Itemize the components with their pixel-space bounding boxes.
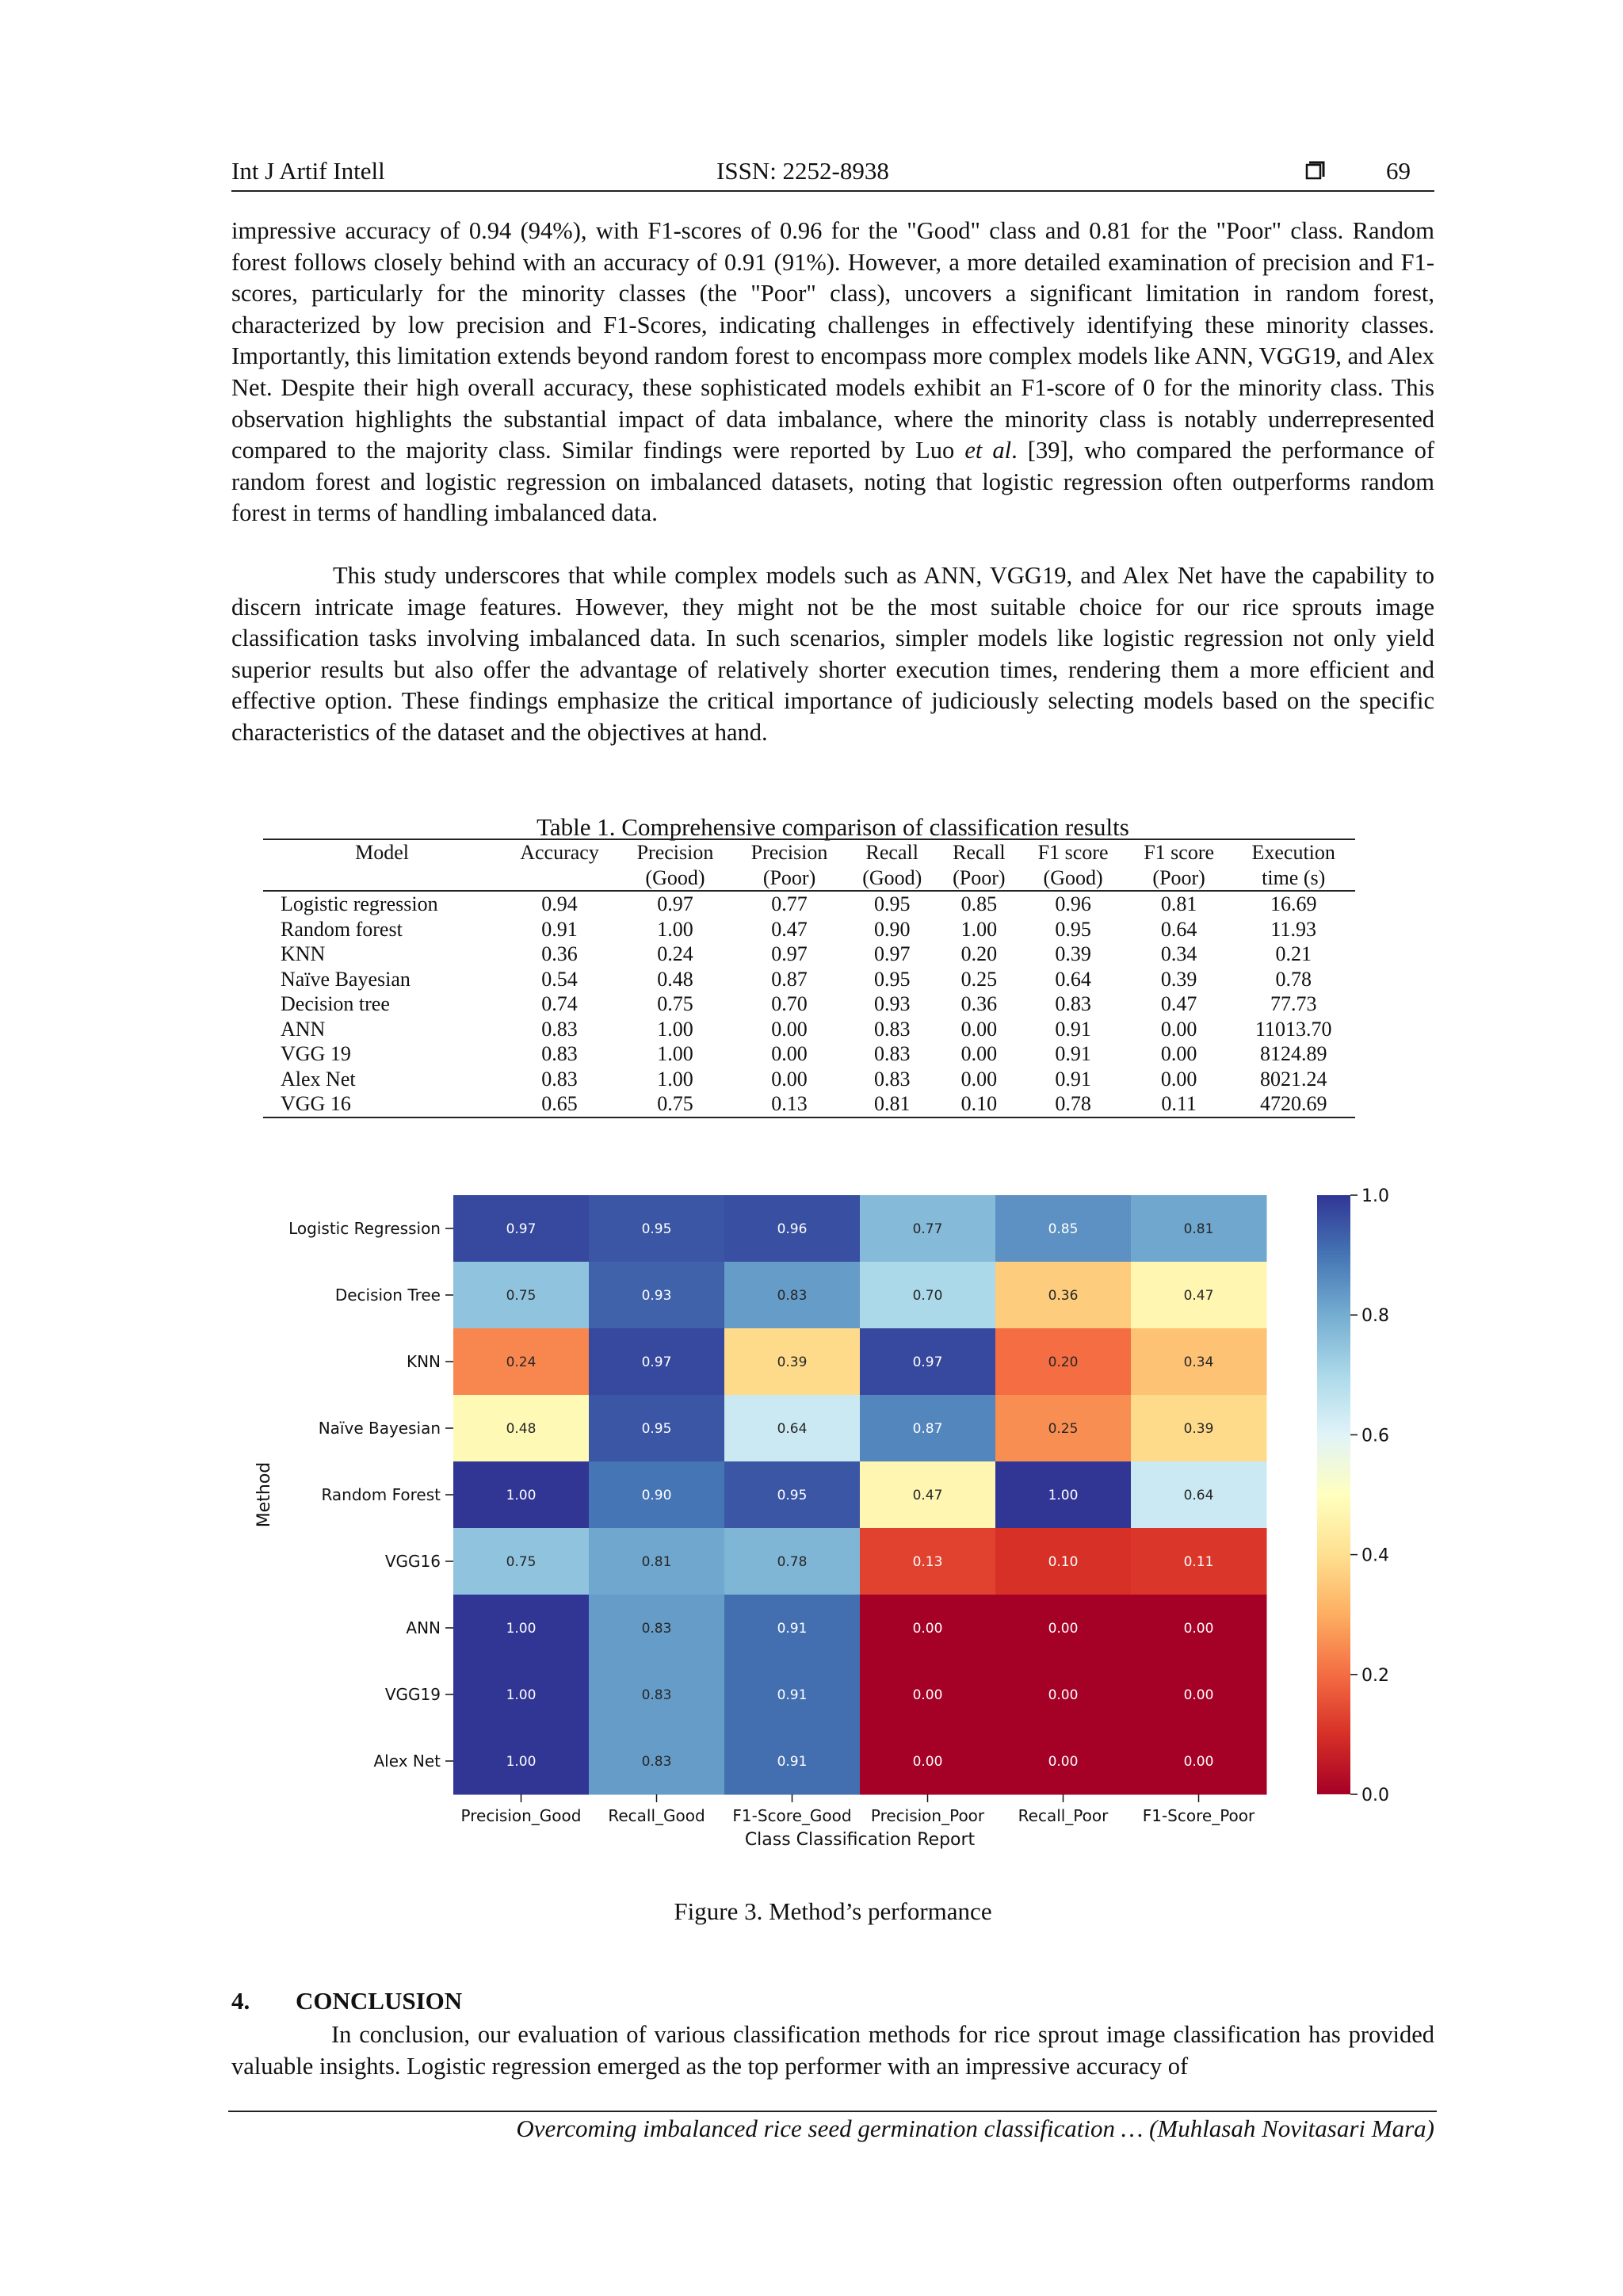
heatmap-row-label: KNN (406, 1352, 441, 1371)
paragraph-2: This study underscores that while complex models such as ANN, VGG19, and Alex Net have the capability to discern intricate image features. However, they might not be the most suitable choice for our rice sprouts image classification tasks involving imbalanced data. In such scenarios, simpler models like logistic regression not only yield superior results but also offer the advantage of relatively shorter execution times, rendering them a more efficient and effective option. These findings emphasize the critical importance of judiciously selecting models based on the specific characteristics of the dataset and the objectives at hand. (231, 562, 1434, 746)
header-line-1: Execution (1251, 841, 1335, 864)
colorbar (1317, 1195, 1350, 1794)
heatmap-value-label: 0.48 (506, 1421, 537, 1437)
heatmap-value-label: 1.00 (1048, 1488, 1079, 1503)
heatmap-col-label: F1-Score_Poor (1142, 1806, 1255, 1825)
model-name-cell: Alex Net (281, 1067, 356, 1091)
conclusion-text: In conclusion, our evaluation of various classification methods for rice sprout image classification has provided valuable insights. Logistic regression emerged as the top performer with an impressive accuracy of (231, 2021, 1434, 2080)
heatmap-value-label: 0.64 (1183, 1488, 1214, 1503)
value-cell: 0.96 (1055, 892, 1091, 915)
heatmap-value-label: 0.77 (912, 1221, 943, 1237)
table-header-cell (1020, 839, 1126, 891)
value-cell: 0.00 (960, 1042, 998, 1065)
heatmap-value-label: 0.93 (641, 1288, 672, 1304)
table-header-cell (263, 839, 501, 891)
table-row (263, 942, 1355, 967)
heatmap-row-label: Random Forest (321, 1485, 441, 1504)
heatmap-row-label: Logistic Regression (288, 1219, 441, 1238)
value-cell: 0.78 (1055, 1092, 1091, 1115)
heatmap-value-label: 0.95 (641, 1221, 672, 1237)
value-cell: 0.10 (960, 1092, 998, 1115)
value-cell: 0.95 (873, 892, 911, 915)
value-cell: 0.83 (541, 1017, 578, 1041)
section-heading (231, 1987, 462, 2015)
heatmap-value-label: 1.00 (506, 1754, 537, 1770)
heatmap-value-label: 0.70 (912, 1288, 943, 1304)
heatmap-value-label: 1.00 (506, 1621, 537, 1637)
figure-caption: Figure 3. Method’s performance (674, 1897, 992, 1925)
value-cell: 0.65 (541, 1092, 578, 1115)
value-cell: 1.00 (657, 1017, 693, 1041)
value-cell: 0.91 (541, 917, 578, 941)
heatmap-value-label: 0.95 (641, 1421, 672, 1437)
value-cell: 0.00 (1160, 1067, 1197, 1091)
heatmap-value-label: 0.95 (777, 1488, 808, 1503)
value-cell: 1.00 (657, 1042, 693, 1065)
value-cell: 0.94 (541, 892, 578, 915)
header-line-2: (Poor) (762, 865, 816, 889)
value-cell: 0.90 (873, 917, 911, 941)
heatmap-value-label: 0.83 (641, 1687, 672, 1703)
table-row (263, 991, 1355, 1017)
heatmap-ylabel: Method (254, 1461, 274, 1528)
results-table (263, 839, 1355, 1118)
table-header-cell (846, 839, 938, 891)
table-row (263, 1017, 1355, 1042)
value-cell: 0.81 (1160, 892, 1197, 915)
value-cell: 0.81 (873, 1092, 911, 1115)
heatmap-value-label: 0.00 (912, 1621, 943, 1637)
heatmap-col-label: Precision_Poor (870, 1806, 985, 1825)
table-row (263, 917, 1355, 942)
value-cell: 0.54 (541, 967, 578, 991)
header-line-1: Precision (636, 841, 714, 864)
heatmap-row-label: Decision Tree (334, 1286, 441, 1305)
value-cell: 0.74 (541, 992, 578, 1015)
heatmap-value-label: 0.81 (641, 1554, 672, 1570)
value-cell: 0.48 (657, 967, 693, 991)
colorbar-tick-label: 0.8 (1361, 1306, 1389, 1327)
heatmap-value-label: 0.78 (777, 1554, 808, 1570)
table-caption: Table 1. Comprehensive comparison of classification results (537, 813, 1129, 841)
heatmap-value-label: 0.83 (777, 1288, 808, 1304)
value-cell: 0.97 (873, 942, 911, 965)
heatmap-value-label: 0.83 (641, 1754, 672, 1770)
value-cell: 0.39 (1055, 942, 1091, 965)
heatmap-value-label: 0.00 (1048, 1621, 1079, 1637)
value-cell: 0.21 (1275, 942, 1312, 965)
colorbar-tick-label: 0.0 (1361, 1786, 1389, 1805)
value-cell: 1.00 (657, 1067, 693, 1091)
heatmap-value-label: 0.47 (912, 1488, 943, 1503)
value-cell: 0.97 (657, 892, 693, 915)
table-header-cell (1126, 839, 1232, 891)
value-cell: 0.83 (1055, 992, 1091, 1015)
header-line-2: (Good) (1043, 865, 1103, 889)
heatmap-col-label: Precision_Good (460, 1806, 582, 1825)
model-name-cell: VGG 19 (281, 1042, 351, 1065)
model-name-cell: Decision tree (281, 992, 390, 1015)
heatmap-value-label: 0.91 (777, 1687, 808, 1703)
heatmap-value-label: 1.00 (506, 1488, 537, 1503)
heatmap-value-label: 0.97 (641, 1354, 672, 1370)
heatmap-row-label: VGG19 (384, 1685, 441, 1704)
section-title: CONCLUSION (296, 1987, 463, 2015)
results-table-wrap (263, 839, 1355, 1118)
heatmap-value-label: 0.39 (777, 1354, 808, 1370)
value-cell: 1.00 (657, 917, 693, 941)
value-cell: 0.47 (1160, 992, 1197, 1015)
value-cell: 0.75 (657, 1092, 693, 1115)
issn: ISSN: 2252-8938 (716, 157, 889, 185)
table-row (263, 1041, 1355, 1067)
heatmap-col-label: Recall_Good (608, 1806, 705, 1825)
value-cell: 0.97 (771, 942, 808, 965)
colorbar-tick-label: 0.2 (1361, 1665, 1389, 1686)
value-cell: 0.83 (873, 1067, 911, 1091)
heatmap-value-label: 0.00 (1183, 1687, 1214, 1703)
heatmap-value-label: 0.20 (1048, 1354, 1079, 1370)
header-line-2: (Good) (645, 865, 705, 889)
model-name-cell: Random forest (281, 917, 403, 941)
header-line-2: time (s) (1262, 865, 1326, 889)
value-cell: 0.13 (771, 1092, 808, 1115)
value-cell: 0.11 (1161, 1092, 1197, 1115)
heatmap-value-label: 1.00 (506, 1687, 537, 1703)
header-line-2: (Poor) (953, 865, 1006, 889)
running-header (231, 155, 1434, 192)
heatmap-value-label: 0.13 (912, 1554, 943, 1570)
value-cell: 0.47 (771, 917, 808, 941)
header-line-1: Recall (953, 841, 1006, 864)
heatmap-value-label: 0.83 (641, 1621, 672, 1637)
colorbar-tick-label: 0.6 (1361, 1426, 1389, 1446)
value-cell: 4720.69 (1259, 1092, 1327, 1115)
table-row (263, 891, 1355, 917)
model-name-cell: KNN (281, 942, 326, 965)
heatmap-value-label: 0.00 (1048, 1754, 1079, 1770)
header-line-2: (Poor) (1152, 865, 1205, 889)
value-cell: 0.00 (960, 1017, 998, 1041)
heatmap-value-label: 0.97 (912, 1354, 943, 1370)
heatmap-row-label: Naïve Bayesian (318, 1419, 441, 1438)
heatmap-value-label: 0.25 (1048, 1421, 1079, 1437)
header-line-1: Recall (865, 841, 918, 864)
value-cell: 0.36 (960, 992, 998, 1015)
value-cell: 0.95 (873, 967, 911, 991)
value-cell: 0.83 (873, 1017, 911, 1041)
box-icon (1305, 159, 1326, 187)
heatmap-value-label: 0.87 (912, 1421, 943, 1437)
value-cell: 0.91 (1055, 1067, 1091, 1091)
value-cell: 0.00 (771, 1017, 808, 1041)
heatmap-value-label: 0.00 (1183, 1621, 1214, 1637)
value-cell: 0.00 (771, 1042, 808, 1065)
header-line-1: Accuracy (520, 841, 599, 864)
value-cell: 0.91 (1055, 1042, 1091, 1065)
value-cell: 0.64 (1055, 967, 1091, 991)
heatmap-value-label: 0.36 (1048, 1288, 1079, 1304)
value-cell: 0.25 (960, 967, 998, 991)
section-number: 4. (231, 1987, 250, 2015)
header-line-1: Precision (750, 841, 828, 864)
value-cell: 8124.89 (1259, 1042, 1327, 1065)
heatmap-value-label: 0.90 (641, 1488, 672, 1503)
heatmap-value-label: 0.47 (1183, 1288, 1214, 1304)
heatmap-row-label: VGG16 (384, 1552, 441, 1571)
value-cell: 0.64 (1160, 917, 1197, 941)
value-cell: 0.83 (541, 1067, 578, 1091)
page-number: 69 (1386, 157, 1411, 185)
colorbar-tick-label: 0.4 (1361, 1545, 1389, 1566)
heatmap-value-label: 0.85 (1048, 1221, 1079, 1237)
heatmap-value-label: 0.34 (1183, 1354, 1214, 1370)
heatmap-row-label: Alex Net (373, 1752, 441, 1771)
value-cell: 0.87 (771, 967, 808, 991)
value-cell: 1.00 (960, 917, 998, 941)
heatmap-value-label: 0.24 (506, 1354, 537, 1370)
paragraph-1: impressive accuracy of 0.94 (94%), with F1-scores of 0.96 for the "Good" class and 0.81 for the "Poor" class. Random forest follows closely behind with an accuracy of 0.91 (91%). However, a more detailed examination of precision and F1-scores, particularly for the minority classes (the "Poor" class), uncovers a significant limitation in random forest, characterized by low precision and F1-Scores, indicating challenges in effectively identifying these minority classes. Importantly, this limitation extends beyond random forest to encompass more complex models like ANN, VGG19, and Alex Net. Despite their high overall accuracy, these sophisticated models exhibit an F1-score of 0 for the minority class. This observation highlights the substantial impact of data imbalance, where the minority class is notably underrepresented compared to the majority class. Similar findings were reported by Luo et al. [39], who compared the performance of random forest and logistic regression on imbalanced datasets, noting that logistic regression often outperforms random forest in terms of handling imbalanced data. (231, 217, 1435, 527)
value-cell: 16.69 (1270, 892, 1317, 915)
value-cell: 77.73 (1270, 992, 1317, 1015)
value-cell: 0.36 (541, 942, 578, 965)
table-row (263, 1091, 1355, 1117)
header-line-1: F1 score (1037, 841, 1109, 864)
heatmap-value-label: 0.11 (1183, 1554, 1214, 1570)
model-name-cell: Naïve Bayesian (281, 967, 411, 991)
table-header-cell (1232, 839, 1355, 891)
value-cell: 0.00 (771, 1067, 808, 1091)
heatmap-value-label: 0.91 (777, 1621, 808, 1637)
value-cell: 0.24 (657, 942, 693, 965)
journal-name: Int J Artif Intell (231, 157, 385, 185)
table-header-cell (618, 839, 732, 891)
header-line-1: Model (355, 841, 409, 864)
value-cell: 0.34 (1160, 942, 1197, 965)
table-header-cell (938, 839, 1020, 891)
heatmap-value-label: 0.75 (506, 1288, 537, 1304)
heatmap-col-label: Recall_Poor (1018, 1806, 1109, 1825)
value-cell: 0.95 (1055, 917, 1091, 941)
value-cell: 0.78 (1275, 967, 1312, 991)
model-name-cell: Logistic regression (281, 892, 438, 915)
value-cell: 0.00 (960, 1067, 998, 1091)
heatmap-value-label: 0.00 (1183, 1754, 1214, 1770)
table-header-row (263, 839, 1355, 891)
heatmap-value-label: 0.39 (1183, 1421, 1214, 1437)
value-cell: 0.20 (960, 942, 998, 965)
heatmap-value-label: 0.64 (777, 1421, 808, 1437)
table-row (263, 967, 1355, 992)
header-line-1: F1 score (1144, 841, 1215, 864)
heatmap-value-label: 0.91 (777, 1754, 808, 1770)
value-cell: 0.39 (1160, 967, 1197, 991)
value-cell: 0.70 (771, 992, 808, 1015)
value-cell: 11.93 (1270, 917, 1316, 941)
heatmap-value-label: 0.00 (1048, 1687, 1079, 1703)
value-cell: 0.83 (873, 1042, 911, 1065)
colorbar-tick-label: 1.0 (1361, 1186, 1389, 1206)
heatmap-value-label: 0.00 (912, 1687, 943, 1703)
running-footer: Overcoming imbalanced rice seed germination classification … (Muhlasah Novitasari Mara) (516, 2115, 1434, 2142)
heatmap-col-label: F1-Score_Good (732, 1806, 852, 1825)
value-cell: 8021.24 (1259, 1067, 1327, 1091)
heatmap-value-label: 0.10 (1048, 1554, 1079, 1570)
footer-rule (228, 2111, 1437, 2112)
heatmap-value-label: 0.81 (1183, 1221, 1214, 1237)
heatmap-value-label: 0.00 (912, 1754, 943, 1770)
value-cell: 11013.70 (1254, 1017, 1332, 1041)
heatmap-chart (238, 1181, 1426, 1862)
heatmap-value-label: 0.75 (506, 1554, 537, 1570)
value-cell: 0.93 (873, 992, 911, 1015)
table-header-cell (732, 839, 846, 891)
value-cell: 0.83 (541, 1042, 578, 1065)
model-name-cell: VGG 16 (281, 1092, 351, 1115)
heatmap-xlabel: Class Classification Report (744, 1830, 976, 1850)
header-line-2: (Good) (862, 865, 922, 889)
value-cell: 0.00 (1160, 1017, 1197, 1041)
value-cell: 0.91 (1055, 1017, 1091, 1041)
value-cell: 0.85 (960, 892, 998, 915)
table-row (263, 1067, 1355, 1092)
value-cell: 0.75 (657, 992, 693, 1015)
value-cell: 0.00 (1160, 1042, 1197, 1065)
value-cell: 0.77 (771, 892, 808, 915)
heatmap-value-label: 0.97 (506, 1221, 537, 1237)
model-name-cell: ANN (281, 1017, 326, 1041)
heatmap-value-label: 0.96 (777, 1221, 808, 1237)
table-header-cell (501, 839, 618, 891)
heatmap-row-label: ANN (406, 1618, 441, 1637)
